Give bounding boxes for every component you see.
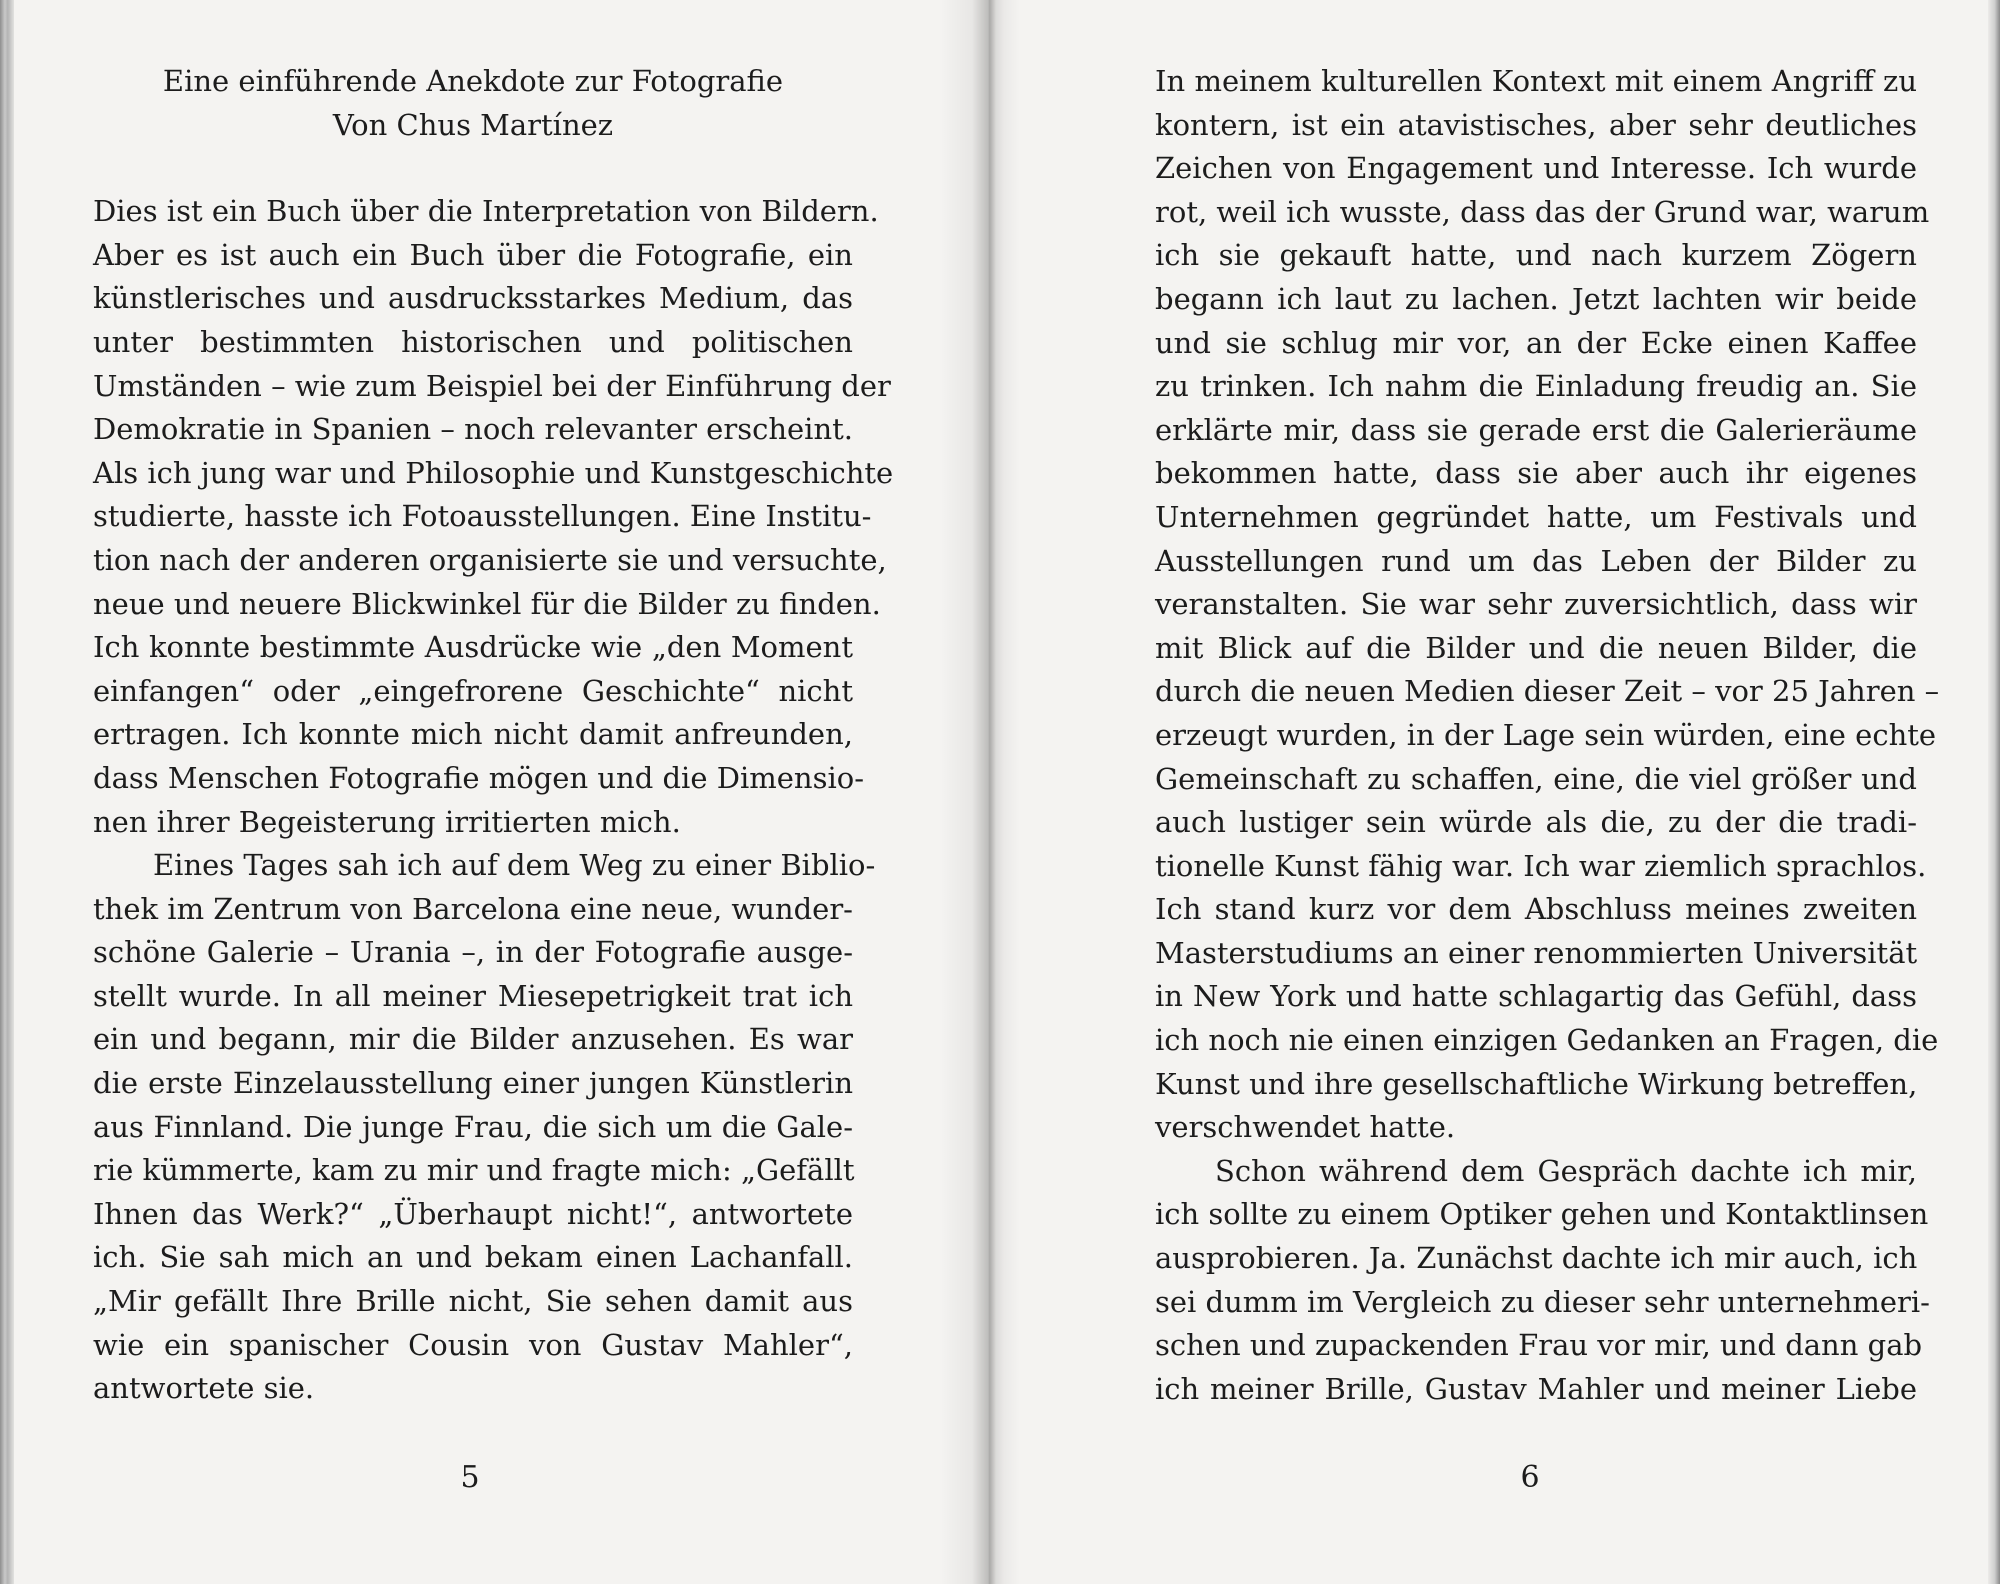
text-line: ich meiner Brille, Gustav Mahler und meiner Liebe xyxy=(1155,1371,1917,1406)
text-line: Zeichen von Engagement und Interesse. Ich wurde xyxy=(1155,151,1917,186)
text-line: Schon während dem Gespräch dachte ich mir, xyxy=(1215,1153,1917,1188)
text-line: ich noch nie einen einzigen Gedanken an Fragen, die xyxy=(1155,1023,1939,1058)
page-number-right: 6 xyxy=(1520,1460,1540,1495)
text-line: verschwendet hatte. xyxy=(1155,1110,1456,1145)
text-line: bekommen hatte, dass sie aber auch ihr eigenes xyxy=(1155,456,1917,491)
text-line: ich sollte zu einem Optiker gehen und Kontaktlinsen xyxy=(1155,1197,1929,1232)
text-line: schöne Galerie – Urania –, in der Fotografie ausge- xyxy=(93,935,853,970)
left-page xyxy=(93,60,894,1411)
text-line: Eines Tages sah ich auf dem Weg zu einer Biblio- xyxy=(153,848,876,883)
text-line: Ich stand kurz vor dem Abschluss meines zweiten xyxy=(1155,892,1917,927)
text-line: einfangen“ oder „eingefrorene Geschichte“ nicht xyxy=(93,673,853,708)
text-line: kontern, ist ein atavistisches, aber sehr deutliches xyxy=(1155,107,1917,142)
text-line: Unternehmen gegründet hatte, um Festivals und xyxy=(1155,499,1917,534)
text-line: Umständen – wie zum Beispiel bei der Einführung der xyxy=(93,368,891,403)
text-line: erzeugt wurden, in der Lage sein würden, eine echte xyxy=(1155,717,1937,752)
text-line: tion nach der anderen organisierte sie und versuchte, xyxy=(93,542,887,577)
text-line: die erste Einzelausstellung einer jungen Künstlerin xyxy=(93,1066,853,1101)
text-line: thek im Zentrum von Barcelona eine neue, wunder- xyxy=(93,891,853,926)
text-line: stellt wurde. In all meiner Miesepetrigkeit trat ich xyxy=(93,978,853,1013)
text-line: in New York und hatte schlagartig das Gefühl, dass xyxy=(1155,979,1917,1014)
text-line: auch lustiger sein würde als die, zu der die tradi- xyxy=(1155,805,1917,840)
text-line: Gemeinschaft zu schaffen, eine, die viel größer und xyxy=(1155,761,1917,796)
text-line: durch die neuen Medien dieser Zeit – vor 25 Jahren – xyxy=(1155,674,1940,709)
text-line: Aber es ist auch ein Buch über die Fotografie, ein xyxy=(93,237,853,272)
text-line: rot, weil ich wusste, dass das der Grund war, warum xyxy=(1155,194,1930,229)
book-gutter xyxy=(940,0,1020,1584)
page-edge-left xyxy=(0,0,14,1584)
text-line: künstlerisches und ausdrucksstarkes Medium, das xyxy=(93,281,853,316)
text-line: nen ihrer Begeisterung irritierten mich. xyxy=(93,804,681,839)
text-line: rie kümmerte, kam zu mir und fragte mich: „Gefällt xyxy=(93,1153,855,1188)
chapter-author: Von Chus Martínez xyxy=(332,107,614,142)
text-line: ich. Sie sah mich an und bekam einen Lachanfall. xyxy=(93,1240,853,1275)
text-line: begann ich laut zu lachen. Jetzt lachten wir beide xyxy=(1155,281,1917,316)
right-body-text xyxy=(1155,60,1940,1411)
text-line: neue und neuere Blickwinkel für die Bilder zu finden. xyxy=(93,586,881,621)
text-line: antwortete sie. xyxy=(93,1371,315,1406)
text-line: Masterstudiums an einer renommierten Universität xyxy=(1155,935,1918,970)
left-body-text xyxy=(93,190,894,1411)
chapter-title: Eine einführende Anekdote zur Fotografie xyxy=(162,64,784,98)
text-line: tionelle Kunst fähig war. Ich war ziemlich sprachlos. xyxy=(1155,848,1927,883)
page-edge-right xyxy=(1988,0,2000,1584)
text-line: ertragen. Ich konnte mich nicht damit anfreunden, xyxy=(93,717,853,752)
text-line: „Mir gefällt Ihre Brille nicht, Sie sehen damit aus xyxy=(93,1284,853,1319)
page-number-left: 5 xyxy=(460,1460,480,1495)
text-line: dass Menschen Fotografie mögen und die Dimensio- xyxy=(93,760,864,795)
text-line: Demokratie in Spanien – noch relevanter erscheint. xyxy=(93,412,853,447)
text-line: studierte, hasste ich Fotoausstellungen. Eine Institu- xyxy=(93,499,872,534)
text-line: ein und begann, mir die Bilder anzusehen. Es war xyxy=(93,1022,853,1057)
text-line: Dies ist ein Buch über die Interpretation von Bildern. xyxy=(93,194,879,229)
text-line: Ausstellungen rund um das Leben der Bilder zu xyxy=(1155,543,1917,578)
text-line: sei dumm im Vergleich zu dieser sehr unternehmeri- xyxy=(1155,1284,1930,1319)
text-line: Ich konnte bestimmte Ausdrücke wie „den Moment xyxy=(93,630,853,665)
text-line: In meinem kulturellen Kontext mit einem Angriff zu xyxy=(1155,64,1917,98)
text-line: Als ich jung war und Philosophie und Kunstgeschichte xyxy=(93,455,894,490)
text-line: mit Blick auf die Bilder und die neuen Bilder, die xyxy=(1155,630,1917,665)
text-line: veranstalten. Sie war sehr zuversichtlich, dass wir xyxy=(1155,587,1917,622)
text-line: und sie schlug mir vor, an der Ecke einen Kaffee xyxy=(1155,325,1917,360)
text-line: zu trinken. Ich nahm die Einladung freudig an. Sie xyxy=(1155,369,1917,404)
text-line: Ihnen das Werk?“ „Überhaupt nicht!“, antwortete xyxy=(93,1196,853,1231)
right-page xyxy=(1155,60,1940,1411)
text-line: ich sie gekauft hatte, und nach kurzem Zögern xyxy=(1155,238,1917,273)
text-line: ausprobieren. Ja. Zunächst dachte ich mir auch, ich xyxy=(1155,1241,1918,1276)
text-line: aus Finnland. Die junge Frau, die sich um die Gale- xyxy=(93,1109,853,1144)
text-line: schen und zupackenden Frau vor mir, und dann gab xyxy=(1155,1328,1923,1363)
text-line: unter bestimmten historischen und politischen xyxy=(93,324,853,359)
text-line: erklärte mir, dass sie gerade erst die Galerieräume xyxy=(1155,412,1917,447)
text-line: wie ein spanischer Cousin von Gustav Mahler“, xyxy=(93,1327,853,1362)
chapter-heading xyxy=(93,60,853,147)
text-line: Kunst und ihre gesellschaftliche Wirkung betreffen, xyxy=(1155,1066,1918,1101)
